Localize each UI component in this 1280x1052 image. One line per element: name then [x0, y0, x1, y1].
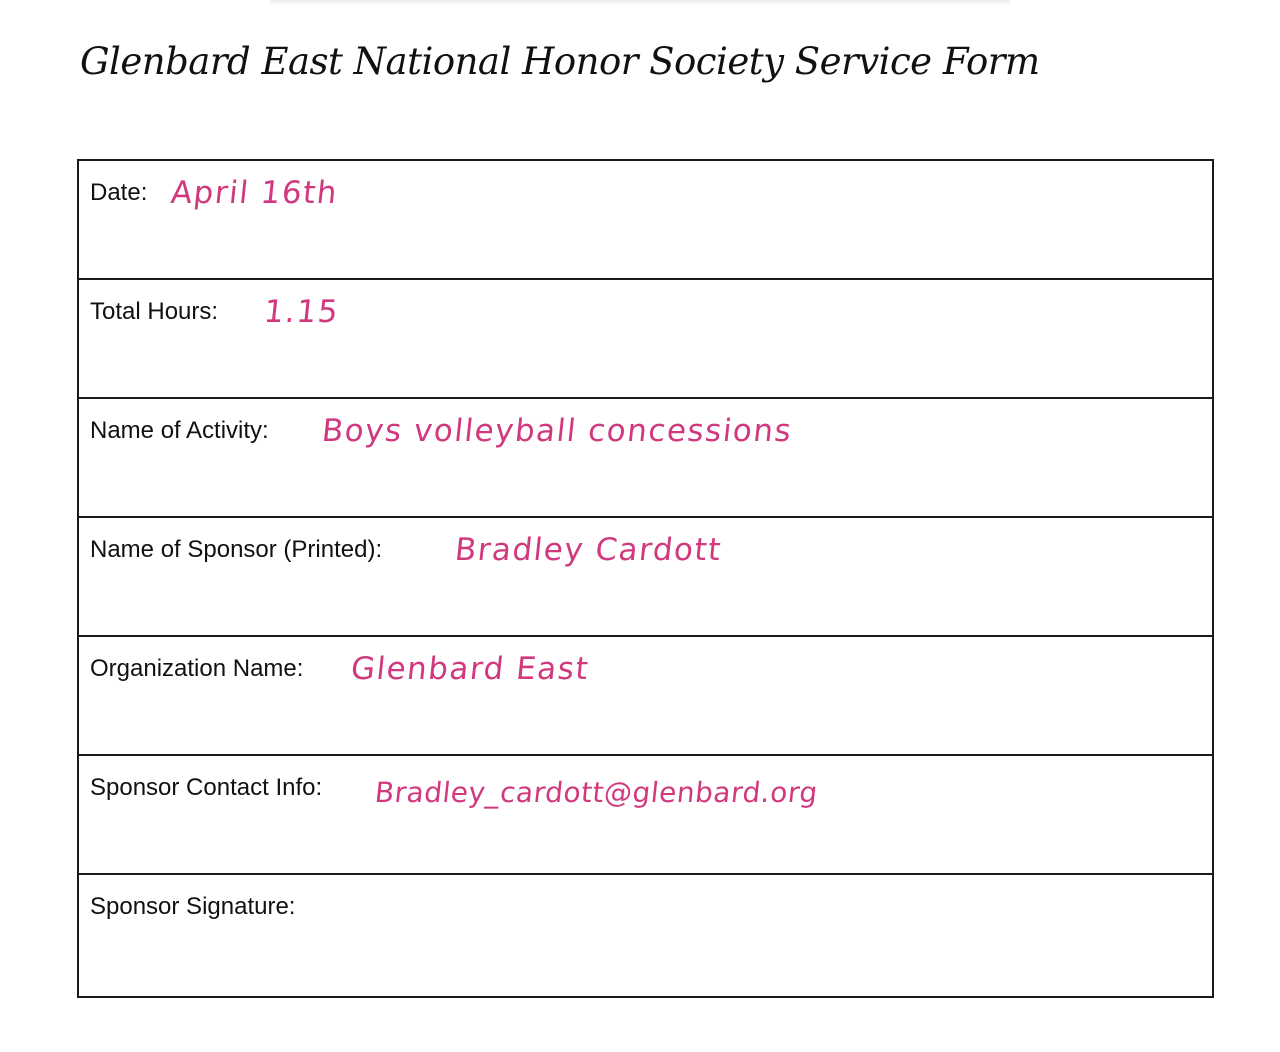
contact-row	[79, 756, 1212, 875]
date-value[interactable]: April 16th	[169, 175, 340, 211]
total-hours-row	[79, 280, 1212, 399]
organization-value[interactable]: Glenbard East	[349, 651, 592, 687]
sponsor-name-value[interactable]: Bradley Cardott	[453, 532, 724, 568]
service-form-table	[77, 159, 1214, 998]
organization-label: Organization Name:	[90, 655, 304, 682]
contact-value[interactable]: Bradley_cardott@glenbard.org	[373, 776, 820, 809]
signature-row	[79, 875, 1212, 993]
activity-label: Name of Activity:	[90, 417, 269, 444]
total-hours-value[interactable]: 1.15	[262, 294, 341, 330]
activity-row	[79, 399, 1212, 518]
date-label: Date:	[90, 179, 148, 206]
signature-label: Sponsor Signature:	[90, 893, 296, 920]
sponsor-name-label: Name of Sponsor (Printed):	[90, 536, 383, 563]
sponsor-name-row	[79, 518, 1212, 637]
form-title: Glenbard East National Honor Society Service Form	[80, 40, 1040, 83]
date-row	[79, 161, 1212, 280]
organization-row	[79, 637, 1212, 756]
contact-label: Sponsor Contact Info:	[90, 774, 323, 801]
total-hours-label: Total Hours:	[90, 298, 219, 325]
page-top-edge	[270, 0, 1010, 6]
activity-value[interactable]: Boys volleyball concessions	[320, 413, 795, 449]
